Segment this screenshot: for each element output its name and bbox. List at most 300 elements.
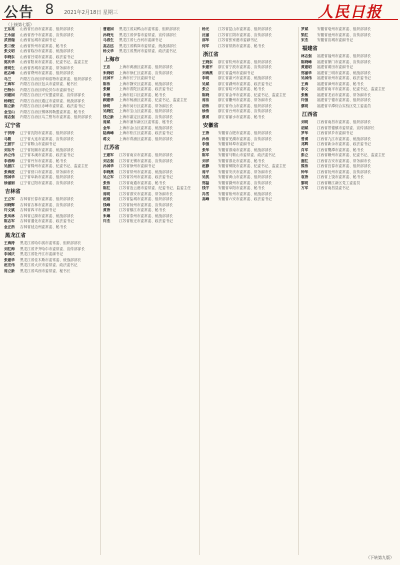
person-name: 钱峰 bbox=[103, 202, 111, 207]
position-description: 上海市杨浦区委常委、纪委书记、监委主任 bbox=[119, 98, 188, 103]
list-item bbox=[4, 71, 98, 75]
position-description: 江西省新余市委常委、政法委书记 bbox=[317, 142, 371, 147]
person-name: 郑磊 bbox=[202, 180, 210, 185]
position-description: 上海市闵行区委常委、常务副区长 bbox=[119, 103, 173, 108]
position-description: 江苏省苏州市委常委、政法委书记 bbox=[119, 175, 173, 180]
position-description: 山西省吕梁市委常委、政法委书记 bbox=[20, 54, 74, 59]
position-description: 江苏省常熟市委常委、秘书长 bbox=[218, 43, 265, 48]
list-item bbox=[202, 137, 296, 141]
person-name: 吴振江 bbox=[4, 164, 15, 169]
position-description: 浙江省嘉兴市委常委、统战部部长 bbox=[218, 76, 272, 81]
position-description: 黑龙江省鸡西市委常委、秘书长 bbox=[20, 268, 71, 273]
position-description: 山西省阳泉市委常委、纪委书记、监委主任 bbox=[20, 60, 89, 64]
list-item bbox=[103, 33, 197, 37]
person-name: 王海军 bbox=[4, 82, 15, 86]
person-name: 陈晓 bbox=[202, 92, 210, 97]
person-name: 金华 bbox=[103, 125, 111, 130]
position-description: 福建省宁德市委常委、组织部部长 bbox=[317, 98, 371, 103]
person-name: 曾勇 bbox=[301, 136, 309, 141]
person-name: 高峰 bbox=[202, 197, 210, 202]
list-item bbox=[4, 148, 98, 152]
position-description: 辽宁省锦州市委常委、纪委书记、监委主任 bbox=[20, 164, 89, 169]
position-description: 福建省龙岩市委常委、常务副市长 bbox=[317, 92, 371, 97]
position-description: 安徽省芜湖市委常委、宣传部部长 bbox=[218, 136, 272, 141]
position-description: 浙江省温州市委副书记 bbox=[218, 70, 254, 75]
position-description: 安徽省马鞍山市委常委、政法委书记 bbox=[218, 153, 276, 158]
person-name: 周明 bbox=[103, 191, 111, 196]
position-description: 上海市黄浦区委常委、组织部部长 bbox=[119, 65, 173, 70]
person-name: 陈红 bbox=[103, 186, 111, 191]
position-description: 黑龙江省伊春市委常委、宣传部部长 bbox=[119, 32, 177, 37]
list-item bbox=[103, 214, 197, 218]
position-description: 福建省福州市委常委、组织部部长 bbox=[317, 54, 371, 59]
person-name: 刘明 bbox=[301, 120, 309, 125]
person-name: 马春生 bbox=[103, 38, 114, 42]
person-name: 朱建平 bbox=[202, 65, 213, 70]
list-item bbox=[103, 197, 197, 201]
list-item bbox=[301, 153, 395, 157]
position-description: 安徽省池州市委常委、宣传部部长 bbox=[317, 32, 371, 37]
list-item bbox=[4, 27, 98, 31]
person-name: 陈伟 bbox=[103, 81, 111, 86]
list-item bbox=[301, 104, 395, 108]
person-name: 钱立新 bbox=[103, 114, 114, 119]
section-title: 公告 bbox=[4, 5, 34, 21]
list-item bbox=[301, 71, 395, 75]
column-divider bbox=[298, 27, 299, 555]
position-description: 上海市徐汇区委常委、宣传部部长 bbox=[119, 70, 173, 75]
list-item bbox=[301, 159, 395, 163]
person-name: 张海波 bbox=[4, 169, 15, 174]
list-item bbox=[4, 60, 98, 64]
person-name: 罗华 bbox=[301, 131, 309, 136]
position-description: 安徽省蚌埠市委副书记 bbox=[218, 142, 254, 147]
position-description: 安徽省宿州市委常委、统战部部长 bbox=[218, 191, 272, 196]
person-name: 邵华 bbox=[202, 38, 210, 42]
position-description: 浙江省衢州市委常委、常务副市长 bbox=[218, 98, 272, 103]
list-item bbox=[301, 76, 395, 80]
list-item bbox=[301, 175, 395, 179]
list-item bbox=[301, 33, 395, 37]
position-description: 江西省上饶市委常委、秘书长 bbox=[317, 175, 364, 180]
person-name: 赵静 bbox=[202, 164, 210, 169]
list-item bbox=[4, 66, 98, 70]
position-description: 内蒙古自治区通辽市委常委、统战部部长 bbox=[20, 98, 85, 103]
list-item bbox=[4, 137, 98, 141]
position-description: 安徽省亳州市委常委、组织部部长 bbox=[317, 27, 371, 31]
list-item bbox=[202, 170, 296, 174]
province-heading: 安徽省 bbox=[203, 123, 219, 130]
position-description: 辽宁省沈阳市委常委、组织部部长 bbox=[20, 131, 74, 136]
person-name: 周洁 bbox=[202, 98, 210, 103]
list-item bbox=[301, 164, 395, 168]
list-item bbox=[301, 142, 395, 146]
person-name: 于洪涛 bbox=[4, 131, 15, 136]
province-heading: 辽宁省 bbox=[5, 123, 21, 130]
person-name: 张立 bbox=[202, 87, 210, 92]
person-name: 徐丽娟 bbox=[4, 180, 15, 185]
position-description: 福建省泉州市委常委、政法委书记 bbox=[317, 76, 371, 81]
position-description: 黑龙江省鹤岗市委常委、统战部部长 bbox=[119, 43, 177, 48]
position-description: 江西省萍乡市委副书记 bbox=[317, 131, 353, 136]
list-item bbox=[4, 38, 98, 42]
person-name: 邓辉 bbox=[301, 142, 309, 147]
person-name: 马骏 bbox=[4, 136, 12, 141]
position-description: 山西省晋城市委常委、常务副市长 bbox=[20, 65, 74, 70]
person-name: 周平 bbox=[202, 169, 210, 174]
position-description: 江苏省镇江市委常委、秘书长 bbox=[119, 208, 166, 213]
person-name: 张颖 bbox=[103, 87, 111, 92]
person-name: 周斌 bbox=[103, 120, 111, 125]
person-name: 李春梅 bbox=[4, 158, 15, 163]
list-item bbox=[103, 104, 197, 108]
position-description: 浙江省舟山市委常委、组织部部长 bbox=[218, 103, 272, 108]
list-item bbox=[4, 99, 98, 103]
person-name: 冯雪 bbox=[202, 191, 210, 196]
position-description: 吉林省辽源市委常委、统战部部长 bbox=[20, 213, 74, 218]
position-description: 上海市嘉定区委常委、宣传部部长 bbox=[119, 114, 173, 119]
position-description: 江西省九江市委常委、统战部部长 bbox=[317, 136, 371, 141]
list-item bbox=[4, 110, 98, 114]
position-description: 辽宁省大连市委常委、宣传部部长 bbox=[20, 136, 74, 141]
person-name: 朱晓明 bbox=[103, 70, 114, 75]
list-item bbox=[301, 82, 395, 86]
list-item bbox=[4, 115, 98, 119]
list-item bbox=[103, 87, 197, 91]
position-description: 上海市静安区委常委、统战部部长 bbox=[119, 81, 173, 86]
list-item bbox=[202, 71, 296, 75]
person-name: 贾明生 bbox=[4, 65, 15, 70]
position-description: 安徽省淮北市委常委、秘书长 bbox=[218, 158, 265, 163]
list-item bbox=[202, 115, 296, 119]
position-description: 江西省南昌市委常委、组织部部长 bbox=[317, 120, 371, 125]
person-name: 李俊 bbox=[103, 92, 111, 97]
person-name: 周志强 bbox=[4, 115, 15, 119]
person-name: 金宝山 bbox=[4, 109, 15, 114]
list-item bbox=[202, 82, 296, 86]
list-item bbox=[301, 148, 395, 152]
province-heading: 江苏省 bbox=[104, 145, 120, 152]
position-description: 江苏省宿迁市委常委、政法委书记 bbox=[119, 219, 173, 224]
person-name: 刘洋 bbox=[202, 158, 210, 163]
person-name: 蒋文 bbox=[103, 136, 111, 141]
list-item bbox=[4, 77, 98, 81]
list-item bbox=[301, 65, 395, 69]
list-item bbox=[202, 192, 296, 196]
person-name: 许杰 bbox=[103, 219, 111, 224]
position-description: 辽宁省鞍山市委副书记 bbox=[20, 142, 56, 147]
list-item bbox=[4, 263, 98, 267]
person-name: 李晓燕 bbox=[103, 169, 114, 174]
position-description: 浙江省丽水市委常委、秘书长 bbox=[218, 114, 265, 119]
person-name: 巴特尔 bbox=[4, 87, 15, 92]
position-description: 黑龙江省齐齐哈尔市委常委、宣传部部长 bbox=[20, 246, 85, 251]
position-description: 江西省赣江新区党工委委员 bbox=[317, 180, 361, 185]
position-description: 山西省长治市委常委、组织部部长 bbox=[20, 27, 74, 31]
person-name: 李强 bbox=[202, 142, 210, 147]
person-name: 孙伟 bbox=[202, 136, 210, 141]
list-item bbox=[202, 197, 296, 201]
position-description: 江西省赣州市委常委、纪委书记、监委主任 bbox=[317, 153, 386, 158]
position-description: 福建省漳州市委常委、秘书长 bbox=[317, 81, 364, 86]
person-name: 胡伟 bbox=[202, 103, 210, 108]
person-name: 熊伟 bbox=[301, 164, 309, 169]
list-item bbox=[4, 225, 98, 229]
list-item bbox=[4, 170, 98, 174]
position-description: 江苏省常州市委常委、统战部部长 bbox=[119, 169, 173, 174]
list-item bbox=[202, 142, 296, 146]
person-name: 何军 bbox=[202, 43, 210, 48]
list-item bbox=[103, 93, 197, 97]
person-name: 沈国平 bbox=[103, 76, 114, 81]
person-name: 赵刚 bbox=[103, 197, 111, 202]
position-description: 江苏省张家港市委副书记 bbox=[218, 38, 258, 42]
list-item bbox=[4, 88, 98, 92]
position-description: 黑龙江省七台河市委副书记 bbox=[119, 38, 163, 42]
person-name: 蔡明 bbox=[301, 103, 309, 108]
list-item bbox=[202, 65, 296, 69]
position-description: 浙江省杭州市委常委、组织部部长 bbox=[218, 59, 272, 64]
position-description: 安徽省黄山市委常委、组织部部长 bbox=[218, 175, 272, 180]
list-item bbox=[301, 27, 395, 31]
list-item bbox=[103, 192, 197, 196]
person-name: 李晓东 bbox=[4, 54, 15, 59]
page-number: 8 bbox=[45, 2, 54, 18]
position-description: 安徽省阜阳市委常委、秘书长 bbox=[218, 186, 265, 191]
person-name: 李国庆 bbox=[4, 252, 15, 257]
list-item bbox=[202, 104, 296, 108]
person-name: 陆海峰 bbox=[103, 131, 114, 136]
position-description: 山西省朔州市委常委、组织部部长 bbox=[20, 71, 74, 75]
person-name: 张敏 bbox=[301, 92, 309, 97]
position-description: 吉林省长春市委常委、组织部部长 bbox=[20, 197, 74, 202]
list-item bbox=[4, 252, 98, 256]
province-heading: 上海市 bbox=[104, 57, 120, 64]
person-name: 郑丽华 bbox=[301, 70, 312, 75]
person-name: 陈立新 bbox=[4, 104, 15, 108]
person-name: 陈晓峰 bbox=[301, 59, 312, 64]
list-item bbox=[103, 65, 197, 69]
person-name: 王涛 bbox=[202, 131, 210, 136]
list-item bbox=[103, 131, 197, 135]
person-name: 朱琳 bbox=[103, 213, 111, 218]
province-heading: 黑龙江省 bbox=[5, 233, 26, 240]
list-item bbox=[301, 137, 395, 141]
list-item bbox=[4, 82, 98, 86]
column-divider bbox=[199, 27, 200, 555]
position-description: 内蒙古自治区包头市委常委、秘书长 bbox=[20, 82, 78, 86]
list-item bbox=[103, 208, 197, 212]
list-item bbox=[4, 131, 98, 135]
list-item bbox=[202, 109, 296, 113]
position-description: 内蒙古自治区锡林郭勒盟委常委、秘书长 bbox=[20, 109, 85, 114]
list-item bbox=[202, 33, 296, 37]
person-name: 黄涛 bbox=[103, 208, 111, 213]
list-item bbox=[202, 131, 296, 135]
person-name: 吴凯 bbox=[202, 175, 210, 180]
list-item bbox=[103, 164, 197, 168]
list-item bbox=[4, 197, 98, 201]
position-description: 辽宁省营口市委常委、常务副市长 bbox=[20, 169, 74, 174]
position-description: 浙江省湖州市委常委、政法委书记 bbox=[218, 81, 272, 86]
position-description: 黑龙江省佳木斯市委常委、统战部部长 bbox=[20, 257, 82, 262]
position-description: 江苏省盐城市委常委、组织部部长 bbox=[119, 197, 173, 202]
publish-date: 2021年2月18日 星期三 bbox=[64, 10, 118, 16]
position-description: 内蒙古自治区呼和浩特市委常委、组织部部长 bbox=[20, 76, 92, 81]
position-description: 福建省三明市委常委、统战部部长 bbox=[317, 70, 371, 75]
person-name: 万军 bbox=[301, 186, 309, 191]
person-name: 吴晓红 bbox=[103, 109, 114, 114]
list-item bbox=[202, 98, 296, 102]
position-description: 吉林省延边州委常委、秘书长 bbox=[20, 224, 67, 229]
person-name: 袁涛 bbox=[301, 175, 309, 180]
position-description: 黑龙江省双鸭山市委常委、组织部部长 bbox=[119, 27, 181, 31]
list-item bbox=[4, 214, 98, 218]
list-item bbox=[301, 131, 395, 135]
continued-from-note: （上接第七版） bbox=[6, 22, 34, 27]
person-name: 王东亮 bbox=[4, 27, 15, 31]
person-name: 刘红梅 bbox=[4, 246, 15, 251]
text-column bbox=[103, 27, 197, 555]
list-item bbox=[202, 87, 296, 91]
list-item bbox=[103, 219, 197, 223]
person-name: 郭庆华 bbox=[4, 60, 15, 64]
list-item bbox=[103, 76, 197, 80]
list-item bbox=[4, 49, 98, 53]
list-item bbox=[103, 153, 197, 157]
list-item bbox=[4, 44, 98, 48]
person-name: 刘东升 bbox=[4, 147, 15, 152]
person-name: 刘海燕 bbox=[202, 70, 213, 75]
list-item bbox=[4, 55, 98, 59]
person-name: 张文明 bbox=[4, 49, 15, 53]
position-description: 辽宁省辽阳市委常委、宣传部部长 bbox=[20, 180, 74, 185]
position-description: 江苏省无锡市委常委、宣传部部长 bbox=[119, 158, 173, 163]
person-name: 陈志军 bbox=[4, 219, 15, 224]
list-item bbox=[202, 27, 296, 31]
page-header bbox=[0, 0, 400, 22]
position-description: 浙江省台州市委常委、宣传部部长 bbox=[218, 109, 272, 114]
position-description: 福建省平潭综合实验区党工委委员 bbox=[317, 103, 371, 108]
list-item bbox=[4, 159, 98, 163]
person-name: 王立军 bbox=[4, 197, 15, 202]
position-description: 黑龙江省大庆市委常委、政法委书记 bbox=[20, 263, 78, 268]
list-item bbox=[301, 186, 395, 190]
list-item bbox=[301, 170, 395, 174]
list-item bbox=[202, 181, 296, 185]
position-description: 江西省宜春市委常委、组织部部长 bbox=[317, 164, 371, 169]
position-description: 上海市宝山区委常委、组织部部长 bbox=[119, 109, 173, 114]
list-item bbox=[301, 98, 395, 102]
position-description: 吉林省四平市委副书记 bbox=[20, 208, 56, 213]
list-item bbox=[301, 87, 395, 91]
person-name: 刘建国 bbox=[4, 93, 15, 97]
person-name: 王建军 bbox=[103, 153, 114, 158]
list-item bbox=[103, 82, 197, 86]
person-name: 黎明 bbox=[301, 180, 309, 185]
position-description: 福建省南平市委常委、纪委书记、监委主任 bbox=[317, 87, 386, 92]
list-item bbox=[4, 153, 98, 157]
person-name: 金正浩 bbox=[4, 224, 15, 229]
list-item bbox=[4, 181, 98, 185]
person-name: 许强 bbox=[301, 98, 309, 103]
person-name: 乌兰 bbox=[4, 76, 12, 81]
position-description: 江苏省泰州市委常委、统战部部长 bbox=[119, 213, 173, 218]
position-description: 江苏省连云港市委常委、纪委书记、监委主任 bbox=[119, 186, 191, 191]
list-item bbox=[4, 241, 98, 245]
person-name: 杨晓红 bbox=[4, 98, 15, 103]
person-name: 沈丽 bbox=[202, 32, 210, 37]
position-description: 山西省晋中市委常委、宣传部部长 bbox=[20, 32, 74, 37]
list-item bbox=[301, 126, 395, 130]
position-description: 江苏省江阴市委常委、宣传部部长 bbox=[218, 32, 272, 37]
person-name: 杨光 bbox=[202, 27, 210, 31]
list-item bbox=[103, 27, 197, 31]
position-description: 辽宁省丹东市委常委、秘书长 bbox=[20, 158, 67, 163]
list-item bbox=[103, 159, 197, 163]
position-description: 黑龙江省哈尔滨市委常委、组织部部长 bbox=[20, 241, 82, 246]
position-description: 福建省厦门市委常委、宣传部部长 bbox=[317, 59, 371, 64]
list-item bbox=[4, 175, 98, 179]
list-item bbox=[103, 98, 197, 102]
position-description: 安徽省宣城市委副书记 bbox=[317, 38, 353, 42]
person-name: 梁红 bbox=[301, 32, 309, 37]
position-description: 辽宁省抚顺市委常委、统战部部长 bbox=[20, 147, 74, 152]
position-description: 上海市长宁区委副书记 bbox=[119, 76, 155, 81]
position-description: 山西省临汾市委常委、统战部部长 bbox=[20, 49, 74, 53]
list-item bbox=[202, 60, 296, 64]
person-name: 张凤林 bbox=[4, 213, 15, 218]
position-description: 黑龙江省牡丹江市委副书记 bbox=[20, 252, 64, 257]
position-description: 浙江省绍兴市委常委、秘书长 bbox=[218, 87, 265, 92]
person-name: 武晋瑞 bbox=[4, 38, 15, 42]
list-item bbox=[4, 247, 98, 251]
position-description: 安徽省安庆市委常委、常务副市长 bbox=[218, 169, 272, 174]
list-item bbox=[103, 181, 197, 185]
position-description: 安徽省六安市委常委、政法委书记 bbox=[218, 197, 272, 202]
person-name: 谢红 bbox=[301, 158, 309, 163]
position-description: 内蒙古自治区兴安盟委常委、宣传部部长 bbox=[20, 93, 85, 97]
list-item bbox=[301, 120, 395, 124]
person-name: 林志强 bbox=[301, 54, 312, 59]
person-name: 王海 bbox=[301, 81, 309, 86]
person-name: 胡斌 bbox=[301, 125, 309, 130]
person-name: 郑国华 bbox=[4, 175, 15, 180]
person-name: 黄建明 bbox=[301, 65, 312, 70]
list-item bbox=[103, 203, 197, 207]
person-name: 顾建华 bbox=[103, 98, 114, 103]
person-name: 刘志强 bbox=[103, 158, 114, 163]
person-name: 王海涛 bbox=[4, 241, 15, 246]
list-item bbox=[103, 126, 197, 130]
text-column bbox=[4, 27, 98, 555]
continued-on-note: （下转第九版） bbox=[366, 555, 394, 560]
list-item bbox=[202, 175, 296, 179]
person-name: 肖军 bbox=[301, 147, 309, 152]
position-description: 江苏省徐州市委副书记 bbox=[119, 164, 155, 169]
person-name: 孙国华 bbox=[103, 164, 114, 169]
list-item bbox=[202, 186, 296, 190]
position-description: 山西省忻州市委常委、秘书长 bbox=[20, 43, 67, 48]
person-name: 周立新 bbox=[4, 268, 15, 273]
person-name: 赵宏伟 bbox=[4, 263, 15, 268]
list-item bbox=[103, 44, 197, 48]
person-name: 张伟 bbox=[103, 180, 111, 185]
list-item bbox=[103, 71, 197, 75]
text-column bbox=[301, 27, 395, 555]
list-item bbox=[4, 203, 98, 207]
person-name: 张华 bbox=[202, 147, 210, 152]
